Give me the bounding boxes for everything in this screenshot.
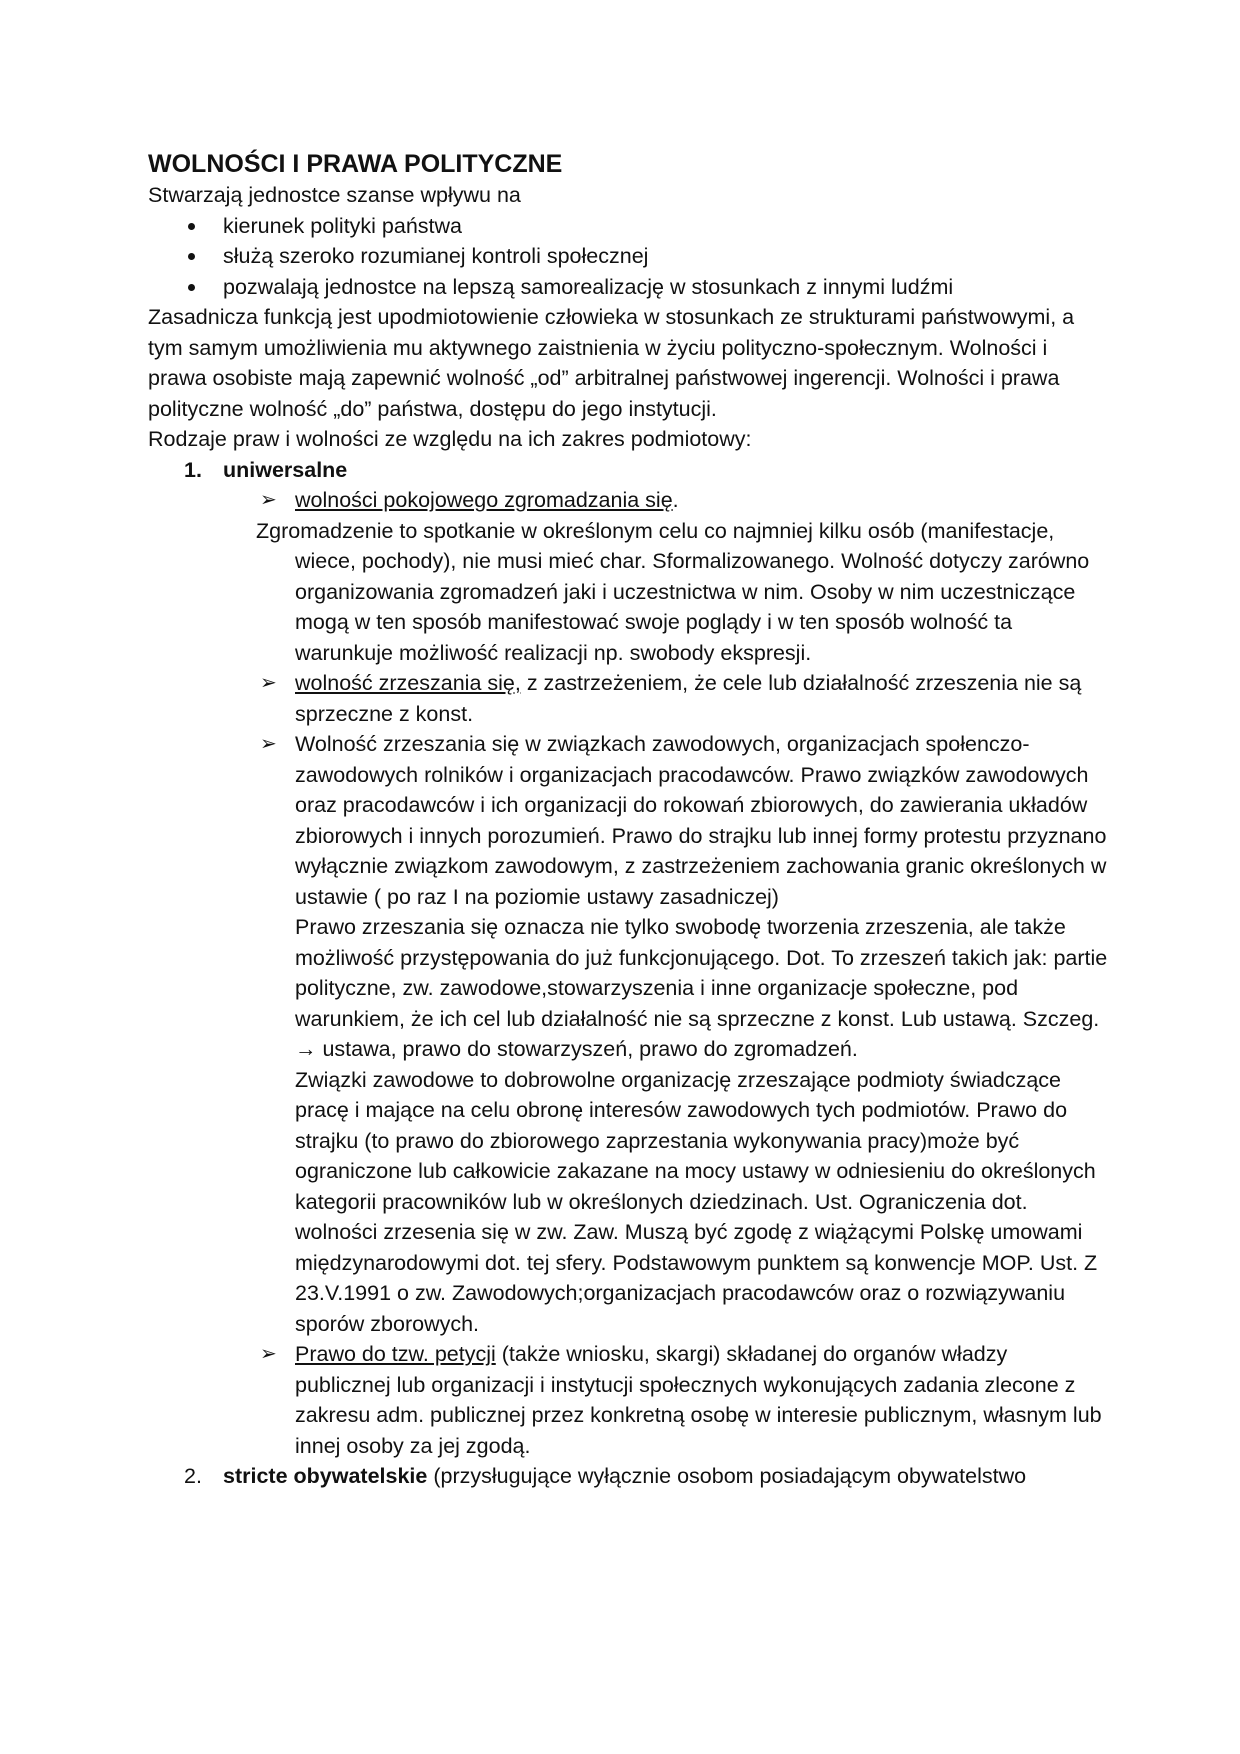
paragraph-function: Zasadnicza funkcją jest upodmiotowienie człowieka w stosunkach ze strukturami państwowymi, a tym samym umożliwienia mu aktywnego zaistnienia w życiu polityczno-społecznym. Wolności i prawa osobiste mają zapewnić wolność „od” arbitralnej państwowej ingerencji. Wolności i prawa polityczne wolność „do” państwa, dostępu do jego instytucji.: [148, 305, 1075, 421]
arrow-bullet-icon: ➢: [260, 733, 277, 755]
unions-paragraph: Związki zawodowe to dobrowolne organizację zrzeszające podmioty świadczące pracę i mające na celu obronę interesów zawodowych tych podmiotów. Prawo do strajku (to prawo do zbiorowego zaprzestania wykonywania pracy)może być ograniczone lub całkowicie zakazane na mocy ustawy w odniesieniu do określonych kategorii pracowników lub w określonych dziedzinach. Ust. Ograniczenia dot. wolności zrzesenia się w zw. Zaw. Muszą być zgodę z wiążącymi Polskę umowami międzynarodowymi dot. tej sfery. Podstawowym punktem są konwencje MOP. Ust. Z 23.V.1991 o zw. Zawodowych;organizacjach pracodawców oraz o rozwiązywaniu sporów zborowych.: [295, 1067, 1098, 1336]
arrow-item-assembly: ➢ wolności pokojowego zgromadzania się.: [148, 485, 1108, 516]
unions-text: Wolność zrzeszania się w związkach zawodowych, organizacjach społenczo-zawodowych rolników i organizacjach pracodawców. Prawo związków zawodowych oraz pracodawców i ich organizacji do rokowań zbiorowych, do zawierania układów zbiorowych i innych porozumień. Prawo do strajku lub innej formy protestu przyznano wyłącznie związkom zawodowym, z zastrzeżeniem zachowania granic określonych w ustawie ( po raz I na poziomie ustawy zasadniczej): [295, 732, 1107, 909]
bullet-icon: [188, 284, 195, 291]
assembly-heading: wolności pokojowego zgromadzania się: [295, 488, 673, 512]
paragraph-types: Rodzaje praw i wolności ze względu na ich zakres podmiotowy:: [148, 427, 752, 451]
section-tail: (przysługujące wyłącznie osobom posiadającym obywatelstwo: [427, 1464, 1027, 1488]
arrow-bullet-icon: ➢: [260, 489, 277, 511]
list-item: kierunek polityki państwa: [148, 211, 1108, 242]
arrow-bullet-icon: ➢: [260, 672, 277, 694]
section-heading-1: [148, 455, 1108, 486]
section-label: uniwersalne: [223, 457, 348, 482]
section-label: stricte obywatelskie: [223, 1464, 428, 1488]
arrow-item-association: ➢ wolność zrzeszania się, z zastrzeżeniem, że cele lub działalność zrzeszenia nie są sprzeczne z konst.: [148, 668, 1108, 729]
intro-text: Stwarzają jednostce szanse wpływu na: [148, 183, 521, 207]
association-paragraph: Prawo zrzeszania się oznacza nie tylko swobodę tworzenia zrzeszenia, ale także możliwość przystępowania do już funkcjonującego. Dot. To zrzeszeń takich jak: partie polityczne, zw. zawodowe,stowarzyszenia i inne organizacje społeczne, pod warunkiem, że ich cel lub działalność nie są sprzeczne z konst. Lub ustawą. Szczeg. → ustawa, prawo do stowarzyszeń, prawo do zgromadzeń.: [295, 915, 1108, 1061]
section-number: 2.: [184, 1464, 202, 1488]
arrow-item-unions: [148, 729, 1108, 912]
arrow-bullet-icon: ➢: [260, 1343, 277, 1365]
document-page: [148, 148, 1108, 1492]
list-item: służą szeroko rozumianej kontroli społecznej: [148, 241, 1108, 272]
arrow-item-petition: ➢ Prawo do tzw. petycji (także wniosku, skargi) składanej do organów władzy publicznej lub organizacji i instytucji społecznych wykonujących zadania zlecone z zakresu adm. publicznej przez konkretną osobę w interesie publicznym, własnym lub innej osoby za jej zgodą.: [148, 1339, 1108, 1461]
assembly-body: Zgromadzenie to spotkanie w określonym celu co najmniej kilku osób (manifestacje, wiece, pochody), nie musi mieć char. Sformalizowanego. Wolność dotyczy zarówno organizowania zgromadzeń jaki i uczestnictwa w nim. Osoby w nim uczestniczące mogą w ten sposób manifestować swoje poglądy i w ten sposób wolność ta warunkuje możliwość realizacji np. swobody ekspresji.: [256, 518, 1090, 665]
section-heading-2: [148, 1461, 1108, 1492]
bullet-list: [148, 211, 1108, 303]
petition-heading: Prawo do tzw. petycji: [295, 1342, 496, 1366]
page-title: WOLNOŚCI I PRAWA POLITYCZNE: [148, 150, 563, 178]
bullet-icon: [188, 223, 195, 230]
association-heading: wolność zrzeszania się,: [295, 671, 521, 695]
section-number: 1.: [184, 457, 202, 482]
list-item: pozwalają jednostce na lepszą samorealizację w stosunkach z innymi ludźmi: [148, 272, 1108, 303]
bullet-icon: [188, 253, 195, 260]
